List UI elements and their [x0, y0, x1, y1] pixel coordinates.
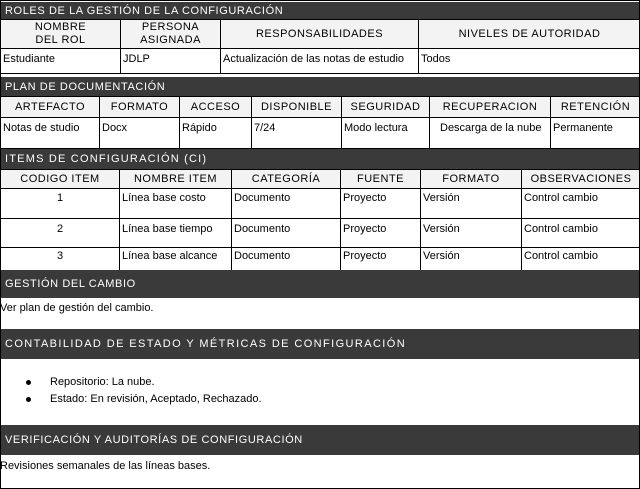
column-header: NOMBRE ITEM: [120, 170, 232, 189]
column-header: ACCESO: [180, 97, 252, 118]
section-title: PLAN DE DOCUMENTACIÓN: [5, 80, 166, 93]
table-cell: 2: [1, 219, 120, 248]
column-header: DISPONIBLE: [252, 97, 342, 118]
table-cell: Notas de studio: [1, 118, 100, 149]
table-cell: Proyecto: [341, 219, 421, 248]
column-header: FUENTE: [341, 170, 421, 189]
table-cell: Permanente: [551, 118, 640, 149]
column-header: PERSONA ASIGNADA: [121, 20, 221, 49]
section-title: VERIFICACIÓN Y AUDITORÍAS DE CONFIGURACIÓN: [5, 434, 303, 446]
column-header: CATEGORÍA: [232, 170, 341, 189]
table-cell: Control cambio: [522, 248, 640, 271]
verification-text: Revisiones semanales de las líneas bases.: [0, 460, 211, 472]
table-cell: 3: [1, 248, 120, 271]
table-cell: Línea base tiempo: [120, 219, 232, 248]
column-header: FORMATO: [100, 97, 180, 118]
column-header: OBSERVACIONES: [522, 170, 640, 189]
column-header: RETENCIÓN: [551, 97, 640, 118]
column-header: SEGURIDAD: [342, 97, 430, 118]
table-cell: Línea base alcance: [120, 248, 232, 271]
table-cell: Rápido: [180, 118, 252, 149]
table-cell: Docx: [100, 118, 180, 149]
table-cell: Proyecto: [341, 248, 421, 271]
table-cell: Proyecto: [341, 189, 421, 219]
table-cell: 1: [1, 189, 120, 219]
section-title: ITEMS DE CONFIGURACIÓN (CI): [5, 153, 208, 165]
table-cell: Modo lectura: [342, 118, 430, 149]
list-item: Estado: En revisión, Aceptado, Rechazado.: [26, 391, 262, 408]
table-cell: Documento: [232, 219, 341, 248]
table-cell: Línea base costo: [120, 189, 232, 219]
table-cell: Versión: [421, 189, 522, 219]
table-cell: Todos: [419, 49, 640, 74]
table-cell: Descarga de la nube: [430, 118, 551, 149]
section-title: ROLES DE LA GESTIÓN DE LA CONFIGURACIÓN: [5, 4, 284, 17]
column-header: NIVELES DE AUTORIDAD: [419, 20, 640, 49]
table-cell: Documento: [232, 248, 341, 271]
table-cell: Control cambio: [522, 189, 640, 219]
change-text: Ver plan de gestión del cambio.: [0, 302, 154, 314]
table-cell: Control cambio: [522, 219, 640, 248]
section-title: GESTIÓN DEL CAMBIO: [5, 278, 136, 290]
table-cell: Versión: [421, 219, 522, 248]
column-header: CODIGO ITEM: [1, 170, 120, 189]
section-title: CONTABILIDAD DE ESTADO Y MÉTRICAS DE CONFIGURACIÓN: [5, 338, 407, 350]
table-cell: Actualización de las notas de estudio: [221, 49, 419, 74]
table-cell: Versión: [421, 248, 522, 271]
column-header: RECUPERACION: [430, 97, 551, 118]
table-cell: Estudiante: [1, 49, 121, 74]
column-header: RESPONSABILIDADES: [221, 20, 419, 49]
list-item: Repositorio: La nube.: [26, 374, 262, 391]
table-cell: JDLP: [121, 49, 221, 74]
table-cell: Documento: [232, 189, 341, 219]
column-header: ARTEFACTO: [1, 97, 100, 118]
table-cell: 7/24: [252, 118, 342, 149]
column-header: FORMATO: [421, 170, 522, 189]
column-header: NOMBRE DEL ROL: [1, 20, 121, 49]
